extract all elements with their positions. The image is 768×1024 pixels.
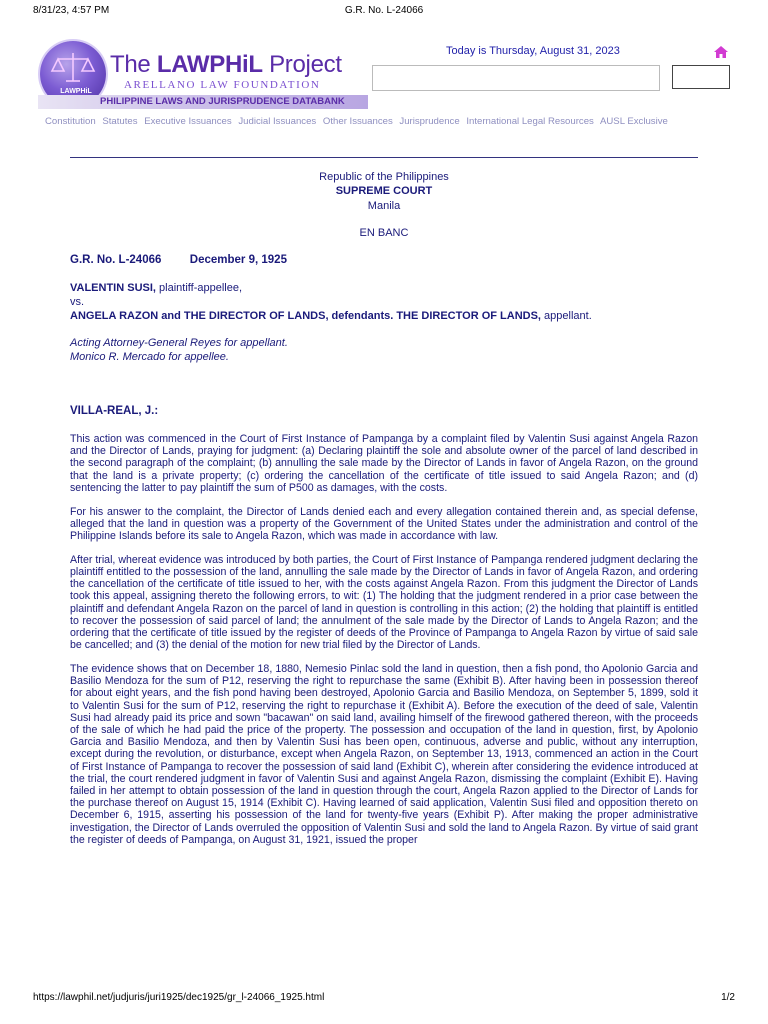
print-header (0, 0, 768, 22)
case-date: December 9, 1925 (189, 254, 287, 266)
counsel-appellant: Acting Attorney-General Reyes for appellant. (70, 337, 288, 349)
main-nav (45, 116, 735, 127)
nav-item-international-legal-resources[interactable]: International Legal Resources (466, 116, 594, 127)
plaintiff-role: plaintiff-appellee, (155, 282, 243, 294)
defendants-line (70, 310, 592, 322)
court-city: Manila (367, 200, 401, 212)
paragraph: For his answer to the complaint, the Director of Lands denied each and every allegation contained therein and, as special defense, alleged that the land in question was a property of the Government of the United States under the administration and control of the Philippine Islands before its sale to Angela Razon, which was made in accordance with law. (70, 505, 698, 543)
today-date: Today is Thursday, August 31, 2023 (446, 45, 620, 57)
divider (70, 157, 698, 158)
paragraph: The evidence shows that on December 18, 1880, Nemesio Pinlac sold the land in question, then a fish pond, tho Apolonio Garcia and Basilio Mendoza for the sum of P12, reserving the right to repurchase the same (Exhibit B). After having been in possession thereof for about eight years, and the fish pond having been destroyed, Apolonio Garcia and Basilio Mendoza, on September 5, 1899, sold it to Valentin Susi for the sum of P12, reserving the right to repurchase it (Exhibit A). Before the execution of the deed of sale, Valentin Susi had already paid its price and sown "bacawan" on said land, availing himself of the firewood gathered thereon, with the proceeds of the sale of which he had paid the price of the property. The possession and occupation of the land in question, first, by Apolonio Garcia and Basilio Mendoza, and then by Valentin Susi has been open, continuous, adverse and public, without any interruption, except during the revolution, or disturbance, except when Angela Razon, on September 13, 1913, commenced an action in the Court of First Instance of Pampanga to recover the possession of said land (Exhibit C), wherein after considering the evidence introduced at the trial, the court rendered judgment in favor of Valentin Susi and against Angela Razon, dismissing the complaint (Exhibit E). Having failed in her attempt to obtain possession of the land in question through the court, Angela Razon applied to the Director of Lands for the purchase thereof on August 15, 1914 (Exhibit C). Having learned of said application, Valentin Susi filed and opposition thereto on December 6, 1915, asserting his possession of the land for twenty-five years (Exhibit P). After making the proper administrative investigation, the Director of Lands overruled the opposition of Valentin Susi and sold the land to Angela Razon. By virtue of said grant the register of deeds of Pampanga, on August 31, 1921, issued the proper (70, 663, 698, 846)
nav-item-jurisprudence[interactable]: Jurisprudence (399, 116, 460, 127)
paragraph: After trial, whereat evidence was introduced by both parties, the Court of First Instance of Pampanga rendered judgment declaring the plaintiff entitled to the possession of the land, annulling the sale made by the Director of Lands in favor of Angela Razon, and ordering the cancellation of the certificate of title issued to her, with the costs against Angela Razon. From this judgment the Director of Lands took this appeal, assigning thereto the following errors, to wit: (1) The holding that the judgment rendered in a prior case between the plaintiff and defendant Angela Razon on the parcel of land in question is controlling in this action; (2) the holding that plaintiff is entitled to recover the possession of said parcel of land; the annulment of the sale made by the Director of Lands to Angela Razon; and the ordering that the certificate of title issued by the register of deeds of the Province of Pampanga to Angela Razon by virtue of said sale be cancelled; and (3) the denial of the motion for new trial filed by the Director of Lands. (70, 553, 698, 652)
logo-text: LAWPHiL (60, 88, 92, 95)
court-division: EN BANC (359, 227, 409, 239)
print-page-number: 1/2 (721, 992, 735, 1003)
case-number: G.R. No. L-24066 (70, 254, 162, 266)
decision-body (70, 433, 698, 858)
nav-item-constitution[interactable]: Constitution (45, 116, 96, 127)
print-url: https://lawphil.net/judjuris/juri1925/dec1925/gr_l-24066_1925.html (33, 992, 325, 1003)
site-title: The LAWPHiL Project (110, 51, 342, 78)
print-datetime: 8/31/23, 4:57 PM (33, 5, 110, 16)
versus: vs. (70, 296, 85, 308)
print-doc-title: G.R. No. L-24066 (344, 5, 424, 16)
defendants-role: appellant. (540, 310, 592, 322)
nav-item-executive-issuances[interactable]: Executive Issuances (144, 116, 232, 127)
plaintiff-line (70, 282, 242, 294)
search-input[interactable] (372, 65, 660, 91)
site-logo[interactable] (38, 37, 368, 113)
tagline-bar (38, 95, 368, 109)
defendants-names: ANGELA RAZON and THE DIRECTOR OF LANDS, defendants. THE DIRECTOR OF LANDS, (70, 310, 541, 322)
republic-line: Republic of the Philippines (319, 171, 449, 183)
nav-item-ausl-exclusive[interactable]: AUSL Exclusive (599, 116, 668, 127)
plaintiff-name: VALENTIN SUSI, (70, 282, 156, 294)
home-icon[interactable] (713, 44, 729, 60)
paragraph: This action was commenced in the Court of First Instance of Pampanga by a complaint filed by Valentin Susi against Angela Razon and the Director of Lands, praying for judgment: (a) Declaring plaintiff the sole and absolute owner of the parcel of land described in the second paragraph of the complaint; (b) annulling the sale made by the Director of Lands in favor of Angela Razon, on the ground that the land is a private property; (c) ordering the cancellation of the certificate of title issued to said Angela Razon; and (d) sentencing the latter to pay plaintiff the sum of P500 as damages, with the costs. (70, 433, 698, 494)
nav-item-statutes[interactable]: Statutes (102, 116, 138, 127)
nav-item-other-issuances[interactable]: Other Issuances (322, 116, 393, 127)
site-subtitle: ARELLANO LAW FOUNDATION (124, 79, 321, 91)
counsel-appellee: Monico R. Mercado for appellee. (70, 351, 229, 363)
court-name: SUPREME COURT (335, 185, 433, 197)
search-button[interactable] (672, 65, 730, 89)
ponente: VILLA-REAL, J.: (70, 405, 159, 417)
site-tagline: PHILIPPINE LAWS AND JURISPRUDENCE DATABANK (100, 96, 345, 107)
case-heading (70, 254, 287, 266)
nav-item-judicial-issuances[interactable]: Judicial Issuances (238, 116, 317, 127)
print-footer (0, 988, 768, 1008)
